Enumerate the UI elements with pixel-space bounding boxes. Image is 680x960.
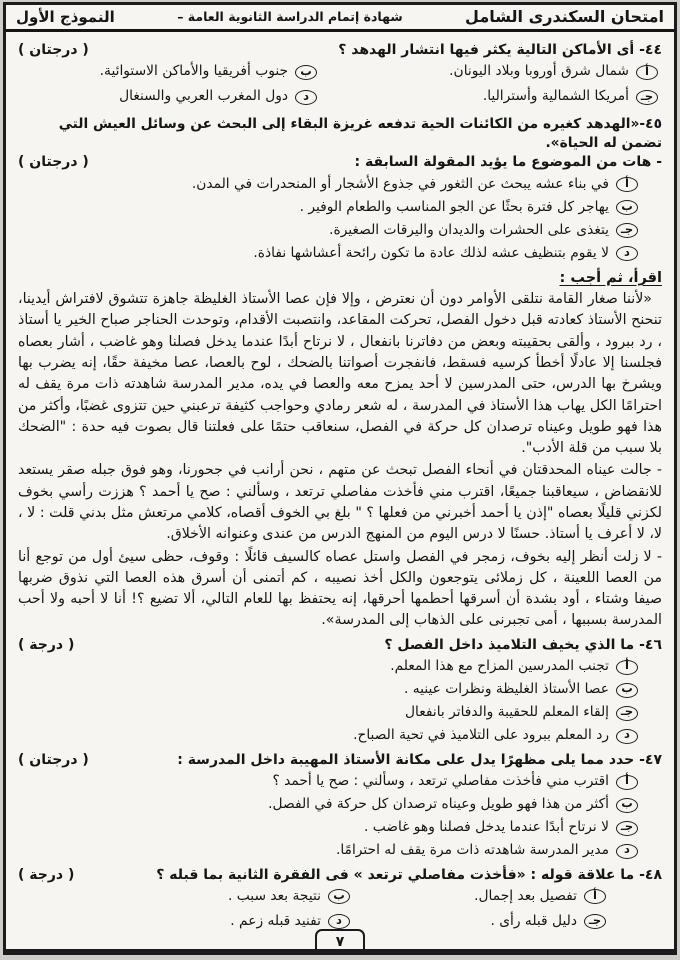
question-44 [18, 41, 662, 60]
option-letter-circle: د [616, 844, 638, 859]
option-letter-circle: جـ [584, 914, 606, 929]
option-letter-circle: ب [295, 65, 317, 80]
question-46-text: ٤٦- ما الذي يخيف التلاميذ داخل الفصل ؟ [384, 636, 662, 653]
option-text: تفنيد قبله زعم . [230, 912, 321, 929]
option-text: اقترب مني فأخذت مفاصلي ترتعد ، وسألني : صح يا أحمد ؟ [272, 773, 609, 790]
option-text: يتغذى على الحشرات والديدان واليرقات الصغيرة. [329, 221, 609, 238]
question-44-marks: ( درجتان ) [18, 42, 89, 58]
option-letter-circle: أ [616, 177, 638, 192]
option-letter-circle: د [616, 246, 638, 261]
option-letter-circle: أ [636, 65, 658, 80]
question-48-marks: ( درجة ) [18, 866, 75, 883]
option-c [356, 911, 606, 932]
question-47-marks: ( درجتان ) [18, 751, 89, 768]
question-44-options [18, 60, 662, 110]
option-d [18, 726, 638, 747]
passage-paragraph-1: «لأننا صغار القامة نتلقى الأوامر دون أن نعترض ، وإلا فإن عصا الأستاذ الغليظة جاهزة تتشوق لافتراش أيدينا، تنحنح الأستاذ كعادته قبل دخول الفصل، تحركت المقاعد، وانتصبت الأقدام، وتوحدت الحناجر صباح الخير يا أستاذ ، رد ببرود ، وألقى بحقيبته وبعض من دفاترنا بانفعال ، لا نرتاح أبدًا عندما يدخل فصلنا وهو غاضب ، أشار بعصاه فجلسنا إلا عادلًا أخطأ كرسيه فسقط، فانفجرت أصواتنا بالضحك ، لوح بالعصا، عصا مخيفة حقًا، إنه يضرب بها ويشرخ بها الدرس، حتى المدرسين لا أحد يمزح معه والعصا في يده، مدير المدرسة شاهدته ذات مرة يقف له احترامًا الكل يهاب هذا الأستاذ في المدرسة ، له شعر رمادي وحواجب كثيفة ترعبني حين تتزوى غضبًا، وأكثر من هذا فهو طويل وعيناه ترصدان كل حركة في الفصل، سنعاقب حتمًا على فعلتنا قال بصوت فيه حدة : "الضحك بلا سبب من قلة الأدب". [18, 291, 662, 457]
option-text: في بناء عشه يبحث عن الثغور في جذوع الأشجار أو المنحدرات في المدن. [191, 175, 609, 192]
option-text: جنوب أفريقيا والأماكن الاستوائية. [99, 63, 289, 80]
option-b [18, 886, 350, 907]
option-letter-circle: ب [328, 889, 350, 904]
question-48-options [18, 884, 662, 934]
option-text: إلقاء المعلم للحقيبة والدفاتر بانفعال [405, 704, 609, 721]
question-47-options [18, 772, 662, 862]
option-d [18, 911, 350, 932]
option-a [356, 886, 606, 907]
option-text: مدير المدرسة شاهدته ذات مرة يقف له احترامًا. [335, 842, 609, 859]
option-letter-circle: ب [616, 683, 638, 698]
option-letter-circle: أ [616, 660, 638, 675]
option-text: أكثر من هذا فهو طويل وعيناه ترصدان كل حركة في الفصل. [268, 796, 609, 813]
option-b [18, 197, 638, 218]
option-text: لا يقوم بتنظيف عشه لذلك عادة ما تكون رائحة أعشاشها نفاذة. [253, 244, 609, 261]
option-b [18, 795, 638, 816]
option-letter-circle: جـ [636, 90, 658, 105]
option-text: شمال شرق أوروبا وبلاد اليونان. [449, 63, 629, 80]
option-a [18, 657, 638, 678]
option-letter-circle: جـ [616, 821, 638, 836]
question-46 [18, 636, 662, 655]
option-text: دول المغرب العربي والسنغال [119, 88, 289, 105]
option-a [323, 62, 658, 83]
certificate-label: شهادة إتمام الدراسة الثانوية العامة – [177, 9, 403, 24]
option-d [18, 87, 317, 108]
option-a [18, 174, 638, 195]
option-text: نتيجة بعد سبب . [227, 887, 321, 904]
exam-page [3, 2, 677, 955]
question-46-marks: ( درجة ) [18, 636, 75, 653]
question-46-options [18, 657, 662, 747]
passage-paragraph-3: - لا زلت أنظر إليه بخوف، زمجر في الفصل واستل عصاه كالسيف قائلًا : وقوف، حظى سيئ أول من توجع أنا من العصا اللعينة ، كل زملائى يتوجعون والكل أخذ نصيبه ، كم أتمنى أن أسرق هذه العصا التي نذوق ضربها صيفا وشتاء ، أود بشدة أن أسرقها أحطمها أحرقها، إنه يحتفظ بها للعام التالي، ألا تضيع ؟! أنا لا أحبه ولا أحب المدرسة بسببها ، أمى تجبرنى على الذهاب إلى المدرسة». [18, 548, 662, 629]
option-letter-circle: د [616, 729, 638, 744]
option-text: رد المعلم ببرود على التلاميذ في تحية الصباح. [353, 727, 609, 744]
option-letter-circle: جـ [616, 223, 638, 238]
reading-instruction: اقرأ، ثم أجب : [559, 270, 662, 287]
question-45-options [18, 174, 662, 264]
option-text: عصا الأستاذ الغليظة ونظرات عينيه . [404, 681, 609, 698]
option-letter-circle: د [328, 914, 350, 929]
question-48-text: ٤٨- ما علاقة قوله : «فأخذت مفاصلي ترتعد » فى الفقرة الثانية بما قبله ؟ [156, 866, 662, 883]
exam-content [6, 32, 674, 934]
option-text: دليل قبله رأى . [490, 912, 577, 929]
option-letter-circle: ب [616, 200, 638, 215]
question-45-marks: ( درجتان ) [18, 154, 89, 171]
option-text: تجنب المدرسين المزاح مع هذا المعلم. [390, 658, 609, 675]
option-letter-circle: جـ [616, 706, 638, 721]
option-letter-circle: أ [584, 889, 606, 904]
question-47-text: ٤٧- حدد مما يلى مظهرًا يدل على مكانة الأستاذ المهيبة داخل المدرسة : [177, 751, 662, 768]
option-text: تفصيل بعد إجمال. [474, 887, 577, 904]
question-45-prompt-row [18, 153, 662, 172]
reading-passage [18, 289, 662, 632]
option-d [18, 841, 638, 862]
option-c [18, 703, 638, 724]
option-c [18, 818, 638, 839]
passage-paragraph-2: - جالت عيناه المحدقتان في أنحاء الفصل تبحث عن متهم ، نحن أرانب في جحورنا، وهو فوق جبله صقر يستعد للانقضاض ، سيعاقبنا جميعًا، اقترب مني فأخذت مفاصلي ترتعد ، وسألني : صح يا أحمد ؟ هززت رأسي بخوف لكزني قليلًا بعصاه "إذن يا أحمد أخبرني من فعلها ؟ " بلغ بي الخوف أقصاه، كلامي مرتعش مثل بدني قلت : لا ، لا، لا أعرف يا أستاذ. حسنًا لا درس اليوم من المنهج الدرس من عندى وعنوانه الأخلاق. [18, 462, 662, 543]
option-a [18, 772, 638, 793]
option-letter-circle: أ [616, 775, 638, 790]
question-45-prompt: - هات من الموضوع ما يؤيد المقولة السابقة : [354, 154, 662, 171]
option-letter-circle: د [295, 90, 317, 105]
question-48 [18, 866, 662, 885]
question-44-text: ٤٤- أى الأماكن التالية يكثر فيها انتشار الهدهد ؟ [338, 42, 662, 58]
question-47 [18, 751, 662, 770]
option-c [18, 220, 638, 241]
option-c [323, 87, 658, 108]
option-text: لا نرتاح أبدًا عندما يدخل فصلنا وهو غاضب . [363, 819, 609, 836]
option-b [18, 62, 317, 83]
option-b [18, 680, 638, 701]
option-text: يهاجر كل فترة بحثًا عن الجو المناسب والطعام الوفير . [299, 198, 609, 215]
model-label: النموذج الأول [16, 7, 115, 26]
question-45-statement: ٤٥-«الهدهد كغيره من الكائنات الحية تدفعه غريزة البقاء إلى البحث عن وسائل العيش التي تضمن له الحياة». [58, 115, 662, 151]
exam-title: امتحان السكندرى الشامل [465, 7, 664, 26]
option-d [18, 243, 638, 264]
page-number: ٧ [335, 934, 345, 950]
page-number-box [315, 929, 365, 955]
option-text: أمريكا الشمالية وأستراليا. [482, 88, 629, 105]
page-header [6, 5, 674, 32]
option-letter-circle: ب [616, 798, 638, 813]
